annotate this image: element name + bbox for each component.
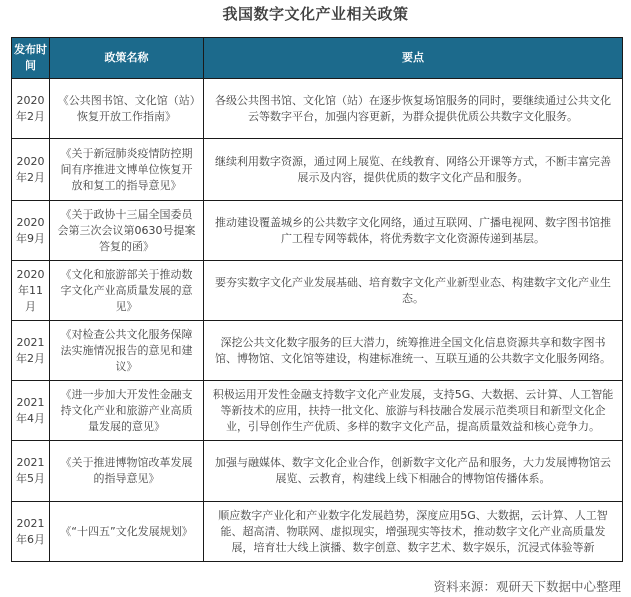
policy-name-cell: 《文化和旅游部关于推动数字文化产业高质量发展的意见》 <box>50 261 204 321</box>
table-body <box>12 79 623 562</box>
table-row <box>12 321 623 381</box>
date-cell: 2020年2月 <box>12 79 50 139</box>
date-cell: 2021年5月 <box>12 441 50 502</box>
policy-name-cell: 《关于政协十三届全国委员会第三次会议第0630号提案答复的函》 <box>50 201 204 261</box>
key-points-cell: 顺应数字产业化和产业数字化发展趋势，深度应用5G、大数据，云计算、人工智能、超高清、物联网、虚拟现实，增强现实等技术，推动数字文化产业高质量发展，培育壮大线上演播、数字创意、数字艺术、数字娱乐，沉浸式体验等新 <box>204 502 623 562</box>
table-row <box>12 502 623 562</box>
header-policy-name: 政策名称 <box>50 38 204 79</box>
key-points-cell: 要夯实数字文化产业发展基础、培育数字文化产业新型业态、构建数字文化产业生态。 <box>204 261 623 321</box>
date-cell: 2021年4月 <box>12 381 50 441</box>
date-cell: 2020年9月 <box>12 201 50 261</box>
key-points-cell: 深挖公共文化数字服务的巨大潜力，统筹推进全国文化信息资源共享和数字图书馆、博物馆、文化馆等建设，构建标准统一、互联互通的公共数字文化服务网络。 <box>204 321 623 381</box>
key-points-cell: 推动建设覆盖城乡的公共数字文化网络，通过互联网、广播电视网、数字图书馆推广工程专网等载体，将优秀数字文化资源传递到基层。 <box>204 201 623 261</box>
date-cell: 2020年11月 <box>12 261 50 321</box>
date-cell: 2021年2月 <box>12 321 50 381</box>
table-row <box>12 381 623 441</box>
table-row <box>12 201 623 261</box>
policy-table <box>11 37 623 562</box>
key-points-cell: 加强与融媒体、数字文化企业合作，创新数字文化产品和服务，大力发展博物馆云展览、云教育，构建线上线下相融合的博物馆传播体系。 <box>204 441 623 502</box>
key-points-cell: 各级公共图书馆、文化馆（站）在逐步恢复场馆服务的同时，要继续通过公共文化云等数字平台，加强内容更新，为群众提供优质公共数字文化服务。 <box>204 79 623 139</box>
header-key-points: 要点 <box>204 38 623 79</box>
date-cell: 2021年6月 <box>12 502 50 562</box>
policy-name-cell: 《关于新冠肺炎疫情防控期间有序推进文博单位恢复开放和复工的指导意见》 <box>50 139 204 201</box>
table-row <box>12 79 623 139</box>
page-title: 我国数字文化产业相关政策 <box>222 5 409 23</box>
policy-name-cell: 《公共图书馆、文化馆（站）恢复开放工作指南》 <box>50 79 204 139</box>
table-header-row <box>12 38 623 79</box>
policy-name-cell: 《关于推进博物馆改革发展的指导意见》 <box>50 441 204 502</box>
source-note: 资料来源：观研天下数据中心整理 <box>433 579 621 594</box>
table-row <box>12 441 623 502</box>
date-cell: 2020年2月 <box>12 139 50 201</box>
table-row <box>12 139 623 201</box>
header-date: 发布时间 <box>12 38 50 79</box>
key-points-cell: 继续利用数字资源，通过网上展览、在线教育、网络公开课等方式，不断丰富完善展示及内容，提供优质的数字文化产品和服务。 <box>204 139 623 201</box>
key-points-cell: 积极运用开发性金融支持数字文化产业发展，支持5G、大数据、云计算、人工智能等新技术的应用，扶持一批文化、旅游与科技融合发展示范类项目和新型文化企业，引导创作生产优质、多样的数字文化产品，提高质量效益和核心竞争力。 <box>204 381 623 441</box>
policy-name-cell: 《进一步加大开发性金融支持文化产业和旅游产业高质量发展的意见》 <box>50 381 204 441</box>
policy-name-cell: 《对检查公共文化服务保障法实施情况报告的意见和建议》 <box>50 321 204 381</box>
table-row <box>12 261 623 321</box>
policy-name-cell: 《“十四五”文化发展规划》 <box>50 502 204 562</box>
